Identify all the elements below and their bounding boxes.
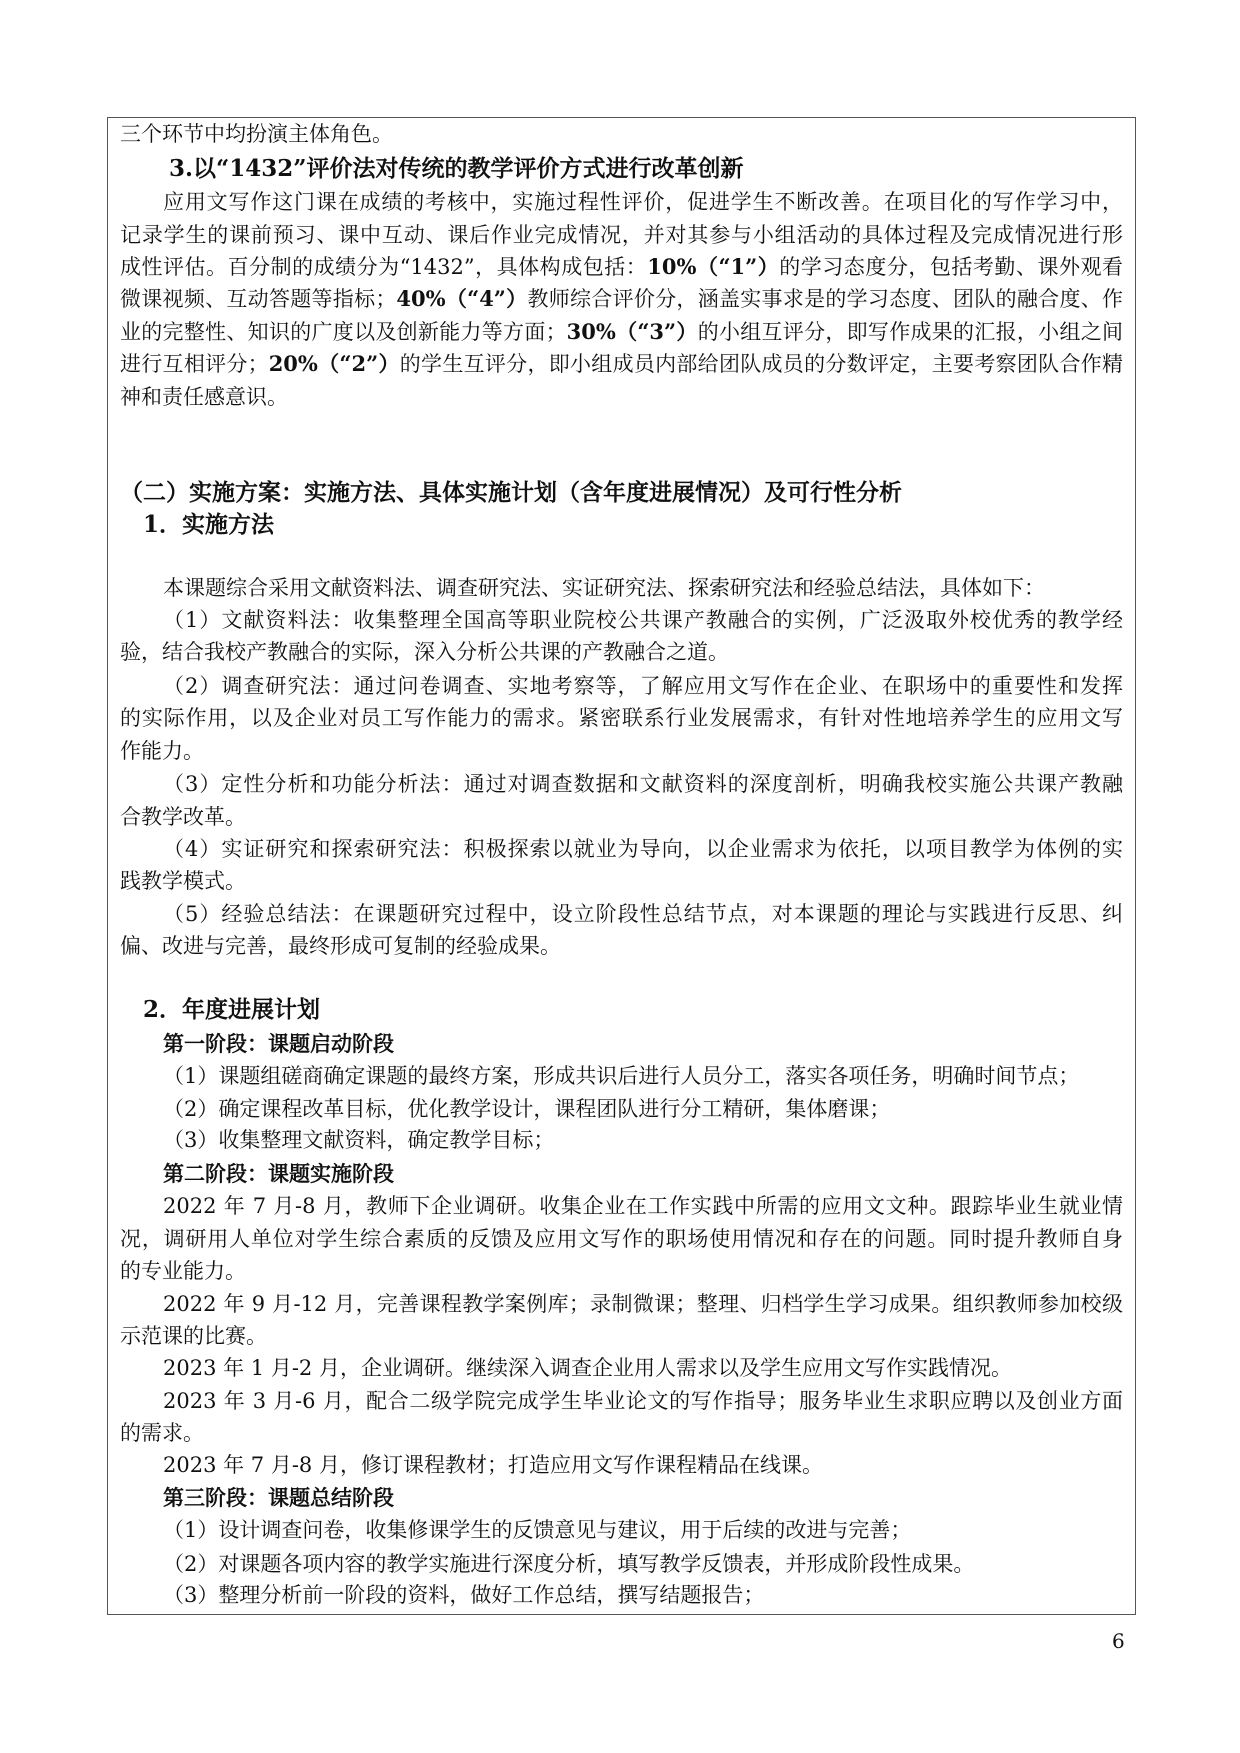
text-segment: （1）文献资料法：收集整理全国高等职业院校公共课产教融合的实例，广泛汲取外校优秀的教学经 bbox=[163, 608, 1123, 632]
text-line bbox=[163, 768, 1123, 800]
text-line bbox=[120, 801, 246, 833]
text-segment: 的学习态度分，包括考勤、课外观看 bbox=[779, 255, 1123, 279]
text-line bbox=[120, 735, 204, 767]
text-segment: （1）设计调查问卷，收集修课学生的反馈意见与建议，用于后续的改进与完善； bbox=[163, 1518, 912, 1542]
text-line bbox=[120, 1320, 267, 1352]
text-line bbox=[163, 1579, 764, 1611]
text-segment: 2023 年 1 月-2 月，企业调研。继续深入调查企业用人需求以及学生应用文写作实践情况。 bbox=[163, 1356, 1012, 1380]
text-line bbox=[163, 604, 1123, 636]
text-segment: 应用文写作这门课在成绩的考核中，实施过程性评价，促进学生不断改善。在项目化的写作学习中， bbox=[163, 190, 1123, 214]
page-number: 6 bbox=[1112, 1629, 1125, 1653]
text-segment: 第三阶段：课题总结阶段 bbox=[163, 1485, 394, 1510]
text-segment: 的实际作用，以及企业对员工写作能力的需求。紧密联系行业发展需求，有针对性地培养学生的应用文写 bbox=[120, 706, 1123, 730]
text-line bbox=[163, 1548, 974, 1580]
bold-text: 30%（“3”） bbox=[566, 319, 698, 344]
text-segment: 2023 年 7 月-8 月，修订课程教材；打造应用文写作课程精品在线课。 bbox=[163, 1453, 823, 1477]
text-segment: （4）实证研究和探索研究法：积极探索以就业为导向，以企业需求为依托，以项目教学为体例的实 bbox=[163, 837, 1123, 861]
text-segment: 第二阶段：课题实施阶段 bbox=[163, 1161, 394, 1186]
text-segment: 2023 年 3 月-6 月，配合二级学院完成学生毕业论文的写作指导；服务毕业生求职应聘以及创业方面 bbox=[163, 1389, 1123, 1413]
text-segment: 的专业能力。 bbox=[120, 1259, 246, 1283]
text-segment: 神和责任感意识。 bbox=[120, 385, 288, 409]
text-segment: （二）实施方案：实施方法、具体实施计划（含年度进展情况）及可行性分析 bbox=[120, 479, 902, 506]
text-line bbox=[163, 1093, 890, 1125]
text-line bbox=[163, 1514, 911, 1546]
text-segment: （1）课题组磋商确定课题的最终方案，形成共识后进行人员分工，落实各项任务，明确时间节点； bbox=[163, 1064, 1080, 1088]
text-segment: 的需求。 bbox=[120, 1421, 204, 1445]
text-line bbox=[163, 898, 1123, 930]
text-segment: 微课视频、互动答题等指标； bbox=[120, 287, 397, 311]
text-line bbox=[163, 670, 1123, 702]
stage-heading bbox=[163, 1028, 394, 1060]
text-segment: （5）经验总结法：在课题研究过程中，设立阶段性总结节点，对本课题的理论与实践进行反思、纠 bbox=[163, 902, 1123, 926]
text-line bbox=[120, 316, 1123, 348]
text-segment: （2）对课题各项内容的教学实施进行深度分析，填写教学反馈表，并形成阶段性成果。 bbox=[163, 1552, 975, 1576]
text-segment: 三个环节中均扮演主体角色。 bbox=[120, 122, 393, 146]
text-segment: 的小组互评分，即写作成果的汇报，小组之间 bbox=[697, 320, 1123, 344]
text-segment: 第一阶段：课题启动阶段 bbox=[163, 1031, 394, 1056]
text-line bbox=[120, 251, 1123, 283]
text-line bbox=[120, 283, 1123, 315]
stage-heading bbox=[163, 1158, 394, 1190]
text-segment: 3.以“1432”评价法对传统的教学评价方式进行改革创新 bbox=[169, 155, 744, 182]
text-line bbox=[120, 865, 246, 897]
text-segment: 作能力。 bbox=[120, 739, 204, 763]
text-line bbox=[120, 1417, 204, 1449]
text-segment: 教师综合评价分，涵盖实事求是的学习态度、团队的融合度、作 bbox=[527, 287, 1123, 311]
text-segment: 成性评估。百分制的成绩分为“1432”，具体构成包括： bbox=[120, 255, 648, 279]
text-segment: （2）确定课程改革目标，优化教学设计，课程团队进行分工精研，集体磨课； bbox=[163, 1097, 891, 1121]
bold-text: 40%（“4”） bbox=[396, 286, 528, 311]
text-segment: 践教学模式。 bbox=[120, 869, 246, 893]
text-segment: 验，结合我校产教融合的实际，深入分析公共课的产教融合之道。 bbox=[120, 640, 729, 664]
section-heading bbox=[169, 153, 743, 185]
text-segment: 本课题综合采用文献资料法、调查研究法、实证研究法、探索研究法和经验总结法，具体如下： bbox=[163, 576, 1045, 600]
text-segment: 2．年度进展计划 bbox=[143, 996, 321, 1023]
text-line bbox=[163, 1385, 1123, 1417]
section-heading bbox=[120, 477, 902, 509]
text-line bbox=[120, 930, 561, 962]
text-segment: 的学生互评分，即小组成员内部给团队成员的分数评定，主要考察团队合作精 bbox=[399, 352, 1123, 376]
text-line bbox=[163, 833, 1123, 865]
section-heading bbox=[143, 509, 274, 541]
text-line bbox=[163, 1352, 1012, 1384]
text-segment: 进行互相评分； bbox=[120, 352, 269, 376]
text-line bbox=[120, 1223, 1123, 1255]
text-line bbox=[163, 1190, 1123, 1222]
text-segment: 示范课的比赛。 bbox=[120, 1324, 267, 1348]
text-line bbox=[120, 636, 729, 668]
text-segment: （2）调查研究法：通过问卷调查、实地考察等，了解应用文写作在企业、在职场中的重要性和发挥 bbox=[163, 674, 1123, 698]
text-segment: 1．实施方法 bbox=[143, 511, 275, 538]
text-line bbox=[120, 1255, 246, 1287]
text-line bbox=[120, 381, 288, 413]
text-segment: 业的完整性、知识的广度以及创新能力等方面； bbox=[120, 320, 567, 344]
text-segment: 偏、改进与完善，最终形成可复制的经验成果。 bbox=[120, 934, 561, 958]
text-line bbox=[163, 572, 1045, 604]
text-segment: 2022 年 7 月-8 月，教师下企业调研。收集企业在工作实践中所需的应用文文种。跟踪毕业生就业情 bbox=[163, 1194, 1123, 1218]
text-segment: （3）整理分析前一阶段的资料，做好工作总结，撰写结题报告； bbox=[163, 1583, 765, 1607]
bold-text: 10%（“1”） bbox=[647, 254, 780, 279]
text-line bbox=[120, 219, 1123, 251]
text-segment: （3）收集整理文献资料，确定教学目标； bbox=[163, 1128, 555, 1152]
text-line bbox=[163, 1449, 823, 1481]
stage-heading bbox=[163, 1482, 394, 1514]
text-segment: 合教学改革。 bbox=[120, 805, 246, 829]
text-line bbox=[163, 1060, 1079, 1092]
text-line bbox=[163, 1124, 554, 1156]
text-line bbox=[163, 186, 1123, 218]
text-line bbox=[163, 1288, 1123, 1320]
text-segment: 记录学生的课前预习、课中互动、课后作业完成情况，并对其参与小组活动的具体过程及完成情况进行形 bbox=[120, 223, 1123, 247]
text-segment: （3）定性分析和功能分析法：通过对调查数据和文献资料的深度剖析，明确我校实施公共课产教融 bbox=[163, 772, 1123, 796]
bold-text: 20%（“2”） bbox=[268, 351, 400, 376]
text-segment: 况，调研用人单位对学生综合素质的反馈及应用文写作的职场使用情况和存在的问题。同时提升教师自身 bbox=[120, 1227, 1123, 1251]
text-line bbox=[120, 702, 1123, 734]
section-heading bbox=[143, 994, 320, 1026]
text-line bbox=[120, 118, 393, 150]
text-segment: 2022 年 9 月-12 月，完善课程教学案例库；录制微课；整理、归档学生学习成果。组织教师参加校级 bbox=[163, 1292, 1123, 1316]
text-line bbox=[120, 348, 1123, 380]
